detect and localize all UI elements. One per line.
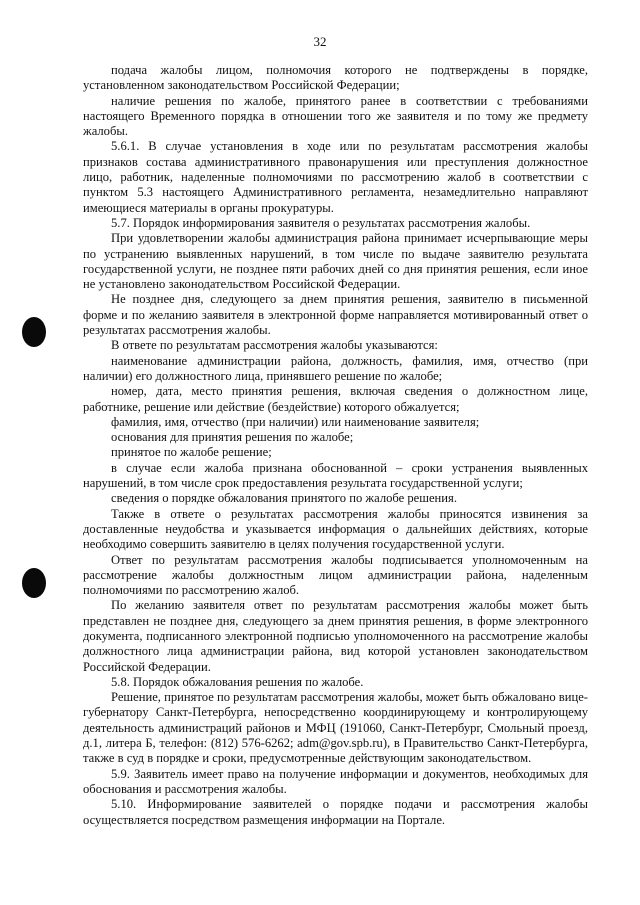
paragraph: При удовлетворении жалобы администрация района принимает исчерпывающие меры по устранению выявленных нарушений, в том числе по выдаче заявителю результата государственной услуги, не позднее пяти рабочих дней со дня принятия решения, если иное не установлено законодательством Российской Федерации. <box>83 231 588 292</box>
list-item: принятое по жалобе решение; <box>111 445 272 460</box>
paragraph: Решение, принятое по результатам рассмотрения жалобы, может быть обжаловано вице-губернатору Санкт-Петербурга, непосредственно координирующему и контролирующему деятельность администраций районов и МФЦ (191060, Санкт-Петербург, Смольный проезд, д.1, литера Б, телефон: (812) 576-6262; adm@gov.spb.ru), в Правительство Санкт-Петербурга, также в суд в порядке и сроки, предусмотренные действующим законодательством. <box>83 690 588 766</box>
paragraph: наличие решения по жалобе, принятого ранее в соответствии с требованиями настоящего Временного порядка в отношении того же заявителя и по тому же предмету жалобы. <box>83 93 588 139</box>
document-body <box>83 63 588 828</box>
paragraph-5-9: 5.9. Заявитель имеет право на получение информации и документов, необходимых для обоснования и рассмотрения жалобы. <box>83 766 588 796</box>
paragraph-5-10: 5.10. Информирование заявителей о порядке подачи и рассмотрения жалобы осуществляется посредством размещения информации на Портале. <box>83 797 588 827</box>
paragraph: подача жалобы лицом, полномочия которого не подтверждены в порядке, установленном законодательством Российской Федерации; <box>83 63 588 93</box>
paragraph: Ответ по результатам рассмотрения жалобы подписывается уполномоченным на рассмотрение жалобы должностным лицом администрации района, наделенным полномочиями по рассмотрению жалоб. <box>83 552 588 598</box>
paragraph: Также в ответе о результатах рассмотрения жалобы приносятся извинения за доставленные неудобства и указывается информация о дальнейших действиях, которые необходимо совершить заявителю в целях получения государственной услуги. <box>83 506 588 552</box>
list-item: фамилия, имя, отчество (при наличии) или наименование заявителя; <box>111 414 480 429</box>
paragraph-5-6-1: 5.6.1. В случае установления в ходе или по результатам рассмотрения жалобы признаков состава административного правонарушения или преступления должностное лицо, работник, наделенные полномочиями по рассмотрению жалоб в соответствии с пунктом 5.3 настоящего Административного регламента, незамедлительно направляют имеющиеся материалы в органы прокуратуры. <box>83 139 588 215</box>
page-number: 32 <box>313 34 327 49</box>
section-heading-5-7: 5.7. Порядок информирования заявителя о результатах рассмотрения жалобы. <box>111 215 531 230</box>
punch-hole-lower <box>22 568 46 598</box>
list-item: сведения о порядке обжалования принятого по жалобе решения. <box>111 491 457 506</box>
paragraph: В ответе по результатам рассмотрения жалобы указываются: <box>111 338 438 353</box>
list-item: наименование администрации района, должность, фамилия, имя, отчество (при наличии) его должностного лица, принявшего решение по жалобе; <box>83 353 588 383</box>
punch-hole-upper <box>22 317 46 347</box>
section-heading-5-8: 5.8. Порядок обжалования решения по жалобе. <box>111 674 364 689</box>
list-item: номер, дата, место принятия решения, включая сведения о должностном лице, работнике, решение или действие (бездействие) которого обжалуется; <box>83 384 588 414</box>
paragraph: Не позднее дня, следующего за днем принятия решения, заявителю в письменной форме и по желанию заявителя в электронной форме направляется мотивированный ответ о результатах рассмотрения жалобы. <box>83 292 588 338</box>
paragraph: По желанию заявителя ответ по результатам рассмотрения жалобы может быть представлен не позднее дня, следующего за днем принятия решения, в форме электронного документа, подписанного электронной подписью уполномоченного на рассмотрение жалобы должностного лица администрации района, вид которой установлен законодательством Российской Федерации. <box>83 598 588 674</box>
list-item: основания для принятия решения по жалобе; <box>111 430 354 445</box>
list-item: в случае если жалоба признана обоснованной – сроки устранения выявленных нарушений, в том числе срок предоставления результата государственной услуги; <box>83 460 588 491</box>
